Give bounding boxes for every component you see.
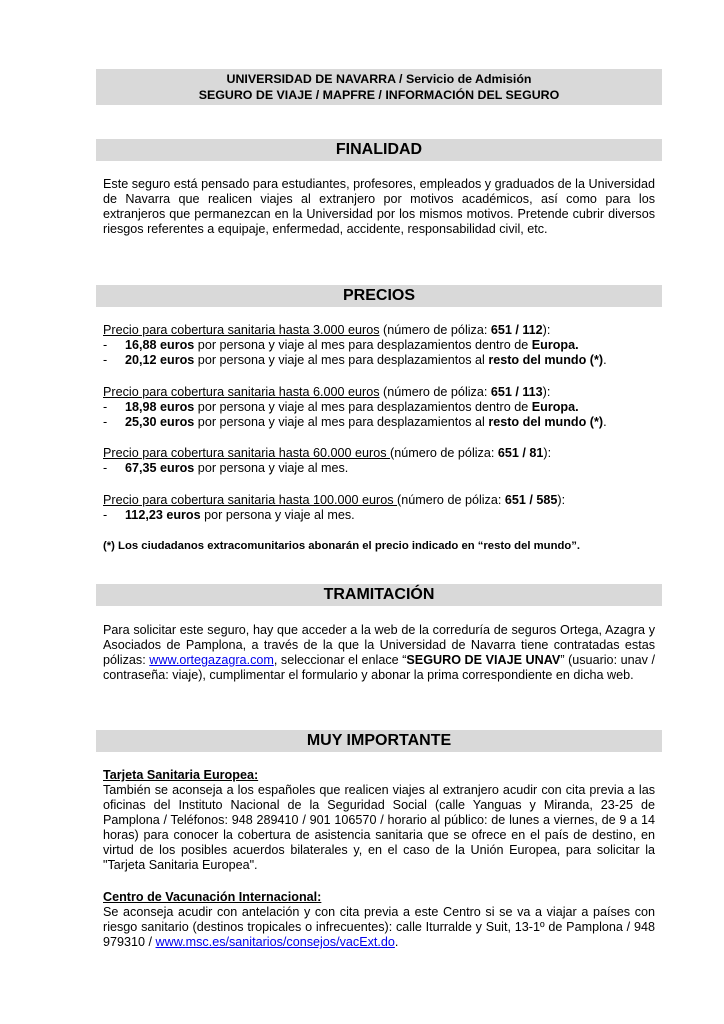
ortegazagra-link[interactable]: www.ortegazagra.com bbox=[149, 653, 274, 667]
policy-number: 651 / 112 bbox=[490, 323, 543, 337]
price-footnote: (*) Los ciudadanos extracomunitarios abonarán el precio indicado en “resto del mundo”. bbox=[103, 540, 581, 552]
price-item: - 112,23 euros por persona y viaje al mes. bbox=[103, 508, 355, 522]
finalidad-text: Este seguro está pensado para estudiantes, profesores, empleados y graduados de la Universidad de Navarra que realicen viajes al extranjero por motivos académicos, así como para los extranjeros que permanezcan en la Universidad por los mismos motivos. Pretende cubrir diversos riesgos referentes a equipaje, enfermedad, accidente, responsabilidad civil, etc. bbox=[103, 177, 655, 236]
header-line-1: UNIVERSIDAD DE NAVARRA / Servicio de Admisión bbox=[226, 72, 532, 86]
tramitacion-text: Para solicitar este seguro, hay que acceder a la web de la correduría de seguros Ortega, Azagra y Asociados de Pamplona, a través de la que la Universidad de Navarra tiene contratadas estas pólizas: www.ortegazagra.com, seleccionar el enlace “SEGURO DE VIAJE UNAV” (usuario: unav / contraseña: viaje), cumplimentar el formulario y abonar la prima correspondiente en dicha web. bbox=[103, 623, 655, 682]
section-title-precios: PRECIOS bbox=[96, 285, 662, 307]
coverage-60000: Precio para cobertura sanitaria hasta 60.000 euros (número de póliza: 651 / 81): - 67,35 euros por persona y viaje al mes. bbox=[103, 446, 655, 476]
document-header bbox=[96, 69, 662, 105]
section-title-tramitacion: TRAMITACIÓN bbox=[96, 584, 662, 606]
coverage-6000: Precio para cobertura sanitaria hasta 6.000 euros (número de póliza: 651 / 113): - 18,98 euros por persona y viaje al mes para desplazamientos dentro de Europa. - 25,30 euros por persona y viaje al mes para desplazamientos al resto del mundo (*). bbox=[103, 385, 655, 430]
vacunacion-block bbox=[103, 890, 655, 950]
tarjeta-sanitaria-text: También se aconseja a los españoles que realicen viajes al extranjero acudir con cita previa a las oficinas del Instituto Nacional de la Seguridad Social (calle Yanguas y Miranda, 23-25 de Pamplona / Teléfonos: 948 289410 / 901 106570 / horario al público: de lunes a viernes, de 9 a 14 horas) para conocer la cobertura de asistencia sanitaria que se ofrece en el país de destino, en virtud de los posibles acuerdos bilaterales y, en el caso de la Unión Europea, para solicitar la "Tarjeta Sanitaria Europea". bbox=[103, 783, 655, 872]
coverage-3000: Precio para cobertura sanitaria hasta 3.000 euros (número de póliza: 651 / 112): - 16,88 euros por persona y viaje al mes para desplazamientos dentro de Europa. - 20,12 euros por persona y viaje al mes para desplazamientos al resto del mundo (*). bbox=[103, 323, 655, 368]
msc-vacunacion-link[interactable]: www.msc.es/sanitarios/consejos/vacExt.do bbox=[155, 935, 395, 949]
vacunacion-title: Centro de Vacunación Internacional: bbox=[103, 890, 322, 904]
coverage-label: Precio para cobertura sanitaria hasta 6.000 euros bbox=[103, 385, 380, 399]
policy-number: 651 / 81 bbox=[497, 446, 544, 460]
coverage-100000: Precio para cobertura sanitaria hasta 100.000 euros (número de póliza: 651 / 585): - 112,23 euros por persona y viaje al mes. bbox=[103, 493, 655, 523]
price-item: - 18,98 euros por persona y viaje al mes para desplazamientos dentro de Europa. bbox=[103, 400, 579, 414]
coverage-label: Precio para cobertura sanitaria hasta 100.000 euros bbox=[103, 493, 398, 507]
coverage-label: Precio para cobertura sanitaria hasta 3.000 euros bbox=[103, 323, 380, 337]
seguro-viaje-unav-label: SEGURO DE VIAJE UNAV bbox=[406, 653, 561, 667]
vacunacion-text: Se aconseja acudir con antelación y con cita previa a este Centro si se va a viajar a países con riesgo sanitario (destinos tropicales o infrecuentes): calle Iturralde y Suit, 13-1º de Pamplona / 948 979310 / www.msc.es/sanitarios/consejos/vacExt.do. bbox=[103, 905, 655, 949]
price-item: - 20,12 euros por persona y viaje al mes para desplazamientos al resto del mundo (*). bbox=[103, 353, 607, 367]
price-item: - 67,35 euros por persona y viaje al mes. bbox=[103, 461, 349, 475]
section-title-importante: MUY IMPORTANTE bbox=[96, 730, 662, 752]
tarjeta-sanitaria-block bbox=[103, 768, 655, 873]
price-item: - 25,30 euros por persona y viaje al mes para desplazamientos al resto del mundo (*). bbox=[103, 415, 607, 429]
price-item: - 16,88 euros por persona y viaje al mes para desplazamientos dentro de Europa. bbox=[103, 338, 579, 352]
header-line-2: SEGURO DE VIAJE / MAPFRE / INFORMACIÓN DEL SEGURO bbox=[198, 88, 560, 102]
policy-number: 651 / 585 bbox=[504, 493, 558, 507]
policy-number: 651 / 113 bbox=[490, 385, 543, 399]
section-title-finalidad: FINALIDAD bbox=[96, 139, 662, 161]
coverage-label: Precio para cobertura sanitaria hasta 60.000 euros bbox=[103, 446, 391, 460]
tarjeta-sanitaria-title: Tarjeta Sanitaria Europea: bbox=[103, 768, 259, 782]
